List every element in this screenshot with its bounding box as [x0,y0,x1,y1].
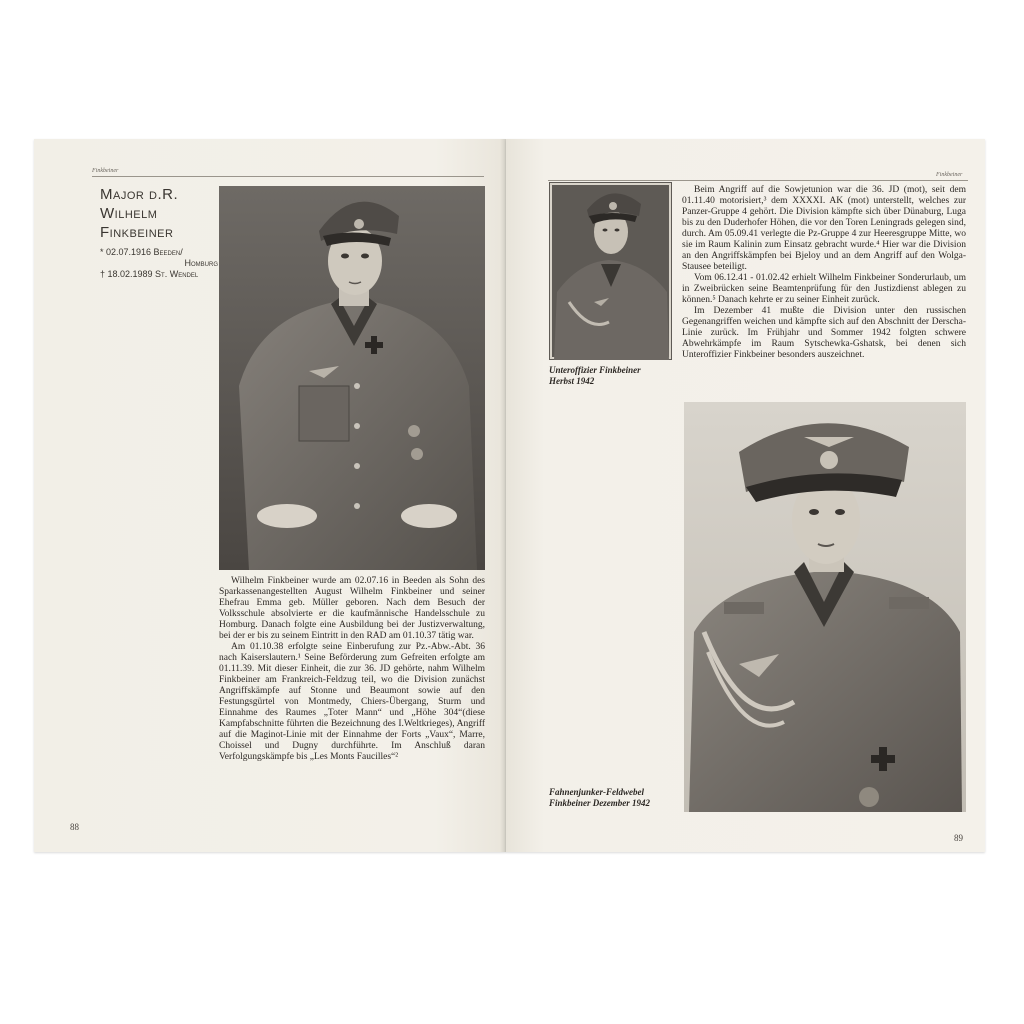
birth-place: Homburg [184,258,218,268]
paragraph: Im Dezember 41 mußte die Division unter den russischen Gegenangriffen weichen und kämpfte sich auf den Abschnitt der Derscha-Linie zurück. Im Frühjahr und Sommer 1942 folgten schwere Abwehrkämpfe im Raum Sytschewka-Gshatsk, bei denen sich Unteroffizier Finkbeiner besonders auszeichnet. [682,306,966,360]
birth-date: * 02.07.1916 Beeden/ [100,247,183,257]
portrait-photo-major [219,186,485,570]
caption-line: Unteroffizier Finkbeiner [549,365,641,375]
caption-line: Finkbeiner Dezember 1942 [549,798,650,808]
running-head: Finkbeiner [936,172,963,178]
paragraph: Beim Angriff auf die Sowjetunion war die 36. JD (mot), seit dem 01.11.40 motorisiert,³ dem XXXXI. AK (mot) unterstellt, welches zur Panzer-Gruppe 4 gehört. Die Division kämpfte sich über Dünaburg, Luga bis zu den Duderhofer Höhen, die vor den Toren Leningrads gelegen sind, durch. Am 05.09.41 verlegte die Pz-Gruppe 4 zur Heeresgruppe Mitte, wo sie im Raum Kalinin zum Einsatz gebracht wurde.⁴ Hier war die Division an den Angriffskämpfen bei Bjeloy und an dem Angriff auf den Wolga-Stausee beteiligt. [682,185,966,272]
life-dates [100,247,218,280]
paragraph: Vom 06.12.41 - 01.02.42 erhielt Wilhelm Finkbeiner Sonderurlaub, um in Zweibrücken seine Beamtenprüfung für den Justizdienst ablegen zu können.⁵ Danach kehrte er zu seiner Einheit zurück. [682,273,966,305]
body-text-left [219,576,485,763]
body-text-right [682,185,966,361]
portrait-photo-icon [549,182,672,360]
running-head: Finkbeiner [92,168,119,174]
paragraph: Am 01.10.38 erfolgte seine Einberufung zur Pz.-Abw.-Abt. 36 nach Kaiserslautern.¹ Seine Beförderung zum Gefreiten erfolgte am 01.11.39. Mit dieser Einheit, die zur 36. JD gehörte, nahm Wilhelm Finkbeiner am Frankreich-Feldzug teil, wo die Division zunächst Angriffskämpfe auf Stonne und Beaumont sowie auf den Festungsgürtel von Montmedy, Chiers-Übergang, Sturm und Einnahme des Raumes „Toter Mann“ und „Höhe 304“(diese Kampfabschnitte führten die Bezeichnung des I.Weltkrieges), Angriff auf die Maginot-Linie mit der Einnahme der Forts „Vaux“, Marre, Choissel und Dugny durchführte. Im Anschluß daran Verfolgungskämpfe bis „Les Monts Faucilles“² [219,642,485,762]
portrait-photo-unteroffizier [549,182,672,360]
header-rule [92,176,484,177]
left-page [34,139,506,852]
right-page [506,139,985,852]
portrait-photo-icon [684,402,966,812]
title-line: Wilhelm [100,205,158,222]
title-line: Major d.R. [100,186,179,203]
caption-line: Fahnenjunker-Feldwebel [549,787,645,797]
paragraph: Wilhelm Finkbeiner wurde am 02.07.16 in Beeden als Sohn des Sparkassenangestellten August Wilhelm Finkbeiner und seiner Ehefrau Emma geb. Müller geboren. Nach dem Besuch der Volksschule absolvierte er die kaufmännische Handelsschule zu Homburg. Danach folgte eine Ausbildung bei der Justizverwaltung, bei der er bis zu seinem Eintritt in den RAD am 01.10.37 tätig war. [219,576,485,641]
caption-unteroffizier [549,365,679,387]
page-number: 88 [70,822,79,832]
header-rule [548,180,968,181]
death-date: † 18.02.1989 St. Wendel [100,269,199,279]
caption-fahnenjunker [549,787,684,809]
chapter-title [100,185,220,242]
title-line: Finkbeiner [100,224,174,241]
open-book [34,139,985,852]
portrait-photo-fahnenjunker [684,402,966,812]
portrait-photo-icon [219,186,485,570]
page-number: 89 [954,833,963,843]
caption-line: Herbst 1942 [549,376,595,386]
